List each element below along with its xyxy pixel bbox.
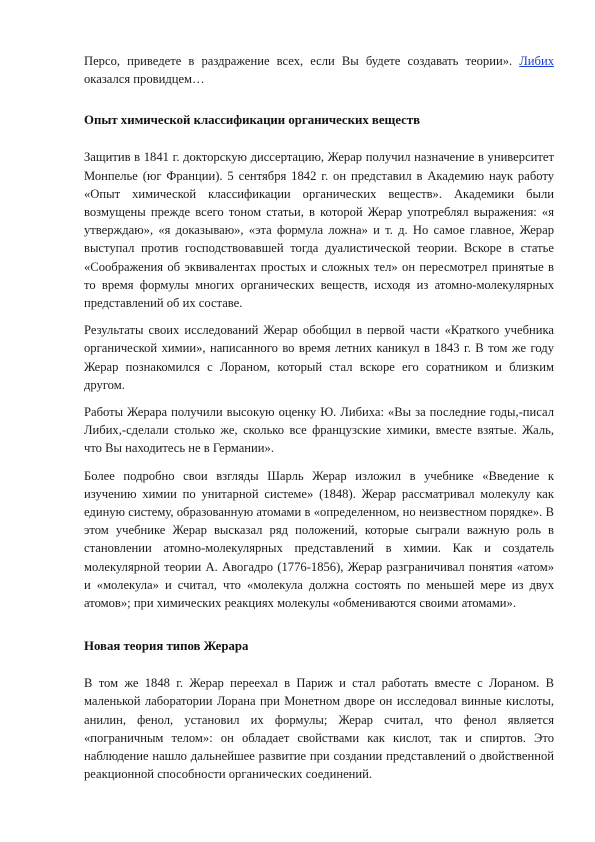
paragraph: Результаты своих исследований Жерар обобщил в первой части «Краткого учебника органической химии», написанного во время летних каникул в 1843 г. В том же году Жерар познакомился с Лораном, который стал вскоре его соратником и близким другом.: [84, 323, 554, 392]
section-heading-type-theory: Новая теория типов Жерара: [84, 639, 249, 654]
paragraph: В том же 1848 г. Жерар переехал в Париж и стал работать вместе с Лораном. В маленькой лаборатории Лорана при Монетном дворе он исследовал винные кислоты, анилин, фенол, установил их формулы; Жерар считал, что фенол является «пограничным телом»: он обладает свойствами как кислот, так и спиртов. Это наблюдение нашло дальнейшее развитие при создании представлений о двойственной реакционной способности органических соединений.: [84, 676, 554, 782]
paragraph: Более подробно свои взгляды Шарль Жерар изложил в учебнике «Введение к изучению химии по унитарной системе» (1848). Жерар рассматривал молекулу как единую систему, образованную атомами в «определенном, но неизвестном порядке». В этом учебнике Жерар высказал ряд положений, которые сыграли важную роль в становлении атомно-молекулярных представлений в химии. Как и создатель молекулярной теории А. Авогадро (1776-1856), Жерар разграничивал понятия «атом» и «молекула» и считал, что «молекула должна состоять по меньшей мере из двух атомов»; при химических реакциях молекулы «обмениваются своими атомами».: [84, 468, 554, 611]
intro-paragraph: [84, 52, 554, 88]
paragraph: Работы Жерара получили высокую оценку Ю. Либиха: «Вы за последние годы,-писал Либих,-сделали столько же, сколько все французские химики, вместе взятые. Жаль, что Вы находитесь не в Германии».: [84, 405, 554, 456]
intro-text-after-link: оказался провидцем…: [84, 72, 205, 87]
section-heading-classification: Опыт химической классификации органических веществ: [84, 113, 421, 128]
paragraph: Защитив в 1841 г. докторскую диссертацию, Жерар получил назначение в университет Монпелье (юг Франции). 5 сентября 1842 г. он представил в Академию наук работу «Опыт химической классификации органических веществ». Академики были возмущены прежде всего тоном статьи, в которой Жерар употреблял выражения: «я утверждаю», «я доказываю», «эта формула ложна» и т. д. Но самое главное, Жерар выступал против господствовавшей тогда дуалистической теории. Вскоре в статье «Соображения об эквивалентах простых и сложных тел» он пересмотрел принятые в то время формулы многих органических веществ, исходя из атомно-молекулярных представлений об их составе.: [84, 150, 554, 311]
document-page: [84, 52, 554, 793]
intro-text-before-link: Персо, приведете в раздражение всех, если Вы будете создавать теории».: [84, 54, 520, 68]
liebig-link[interactable]: Либих: [519, 54, 554, 68]
